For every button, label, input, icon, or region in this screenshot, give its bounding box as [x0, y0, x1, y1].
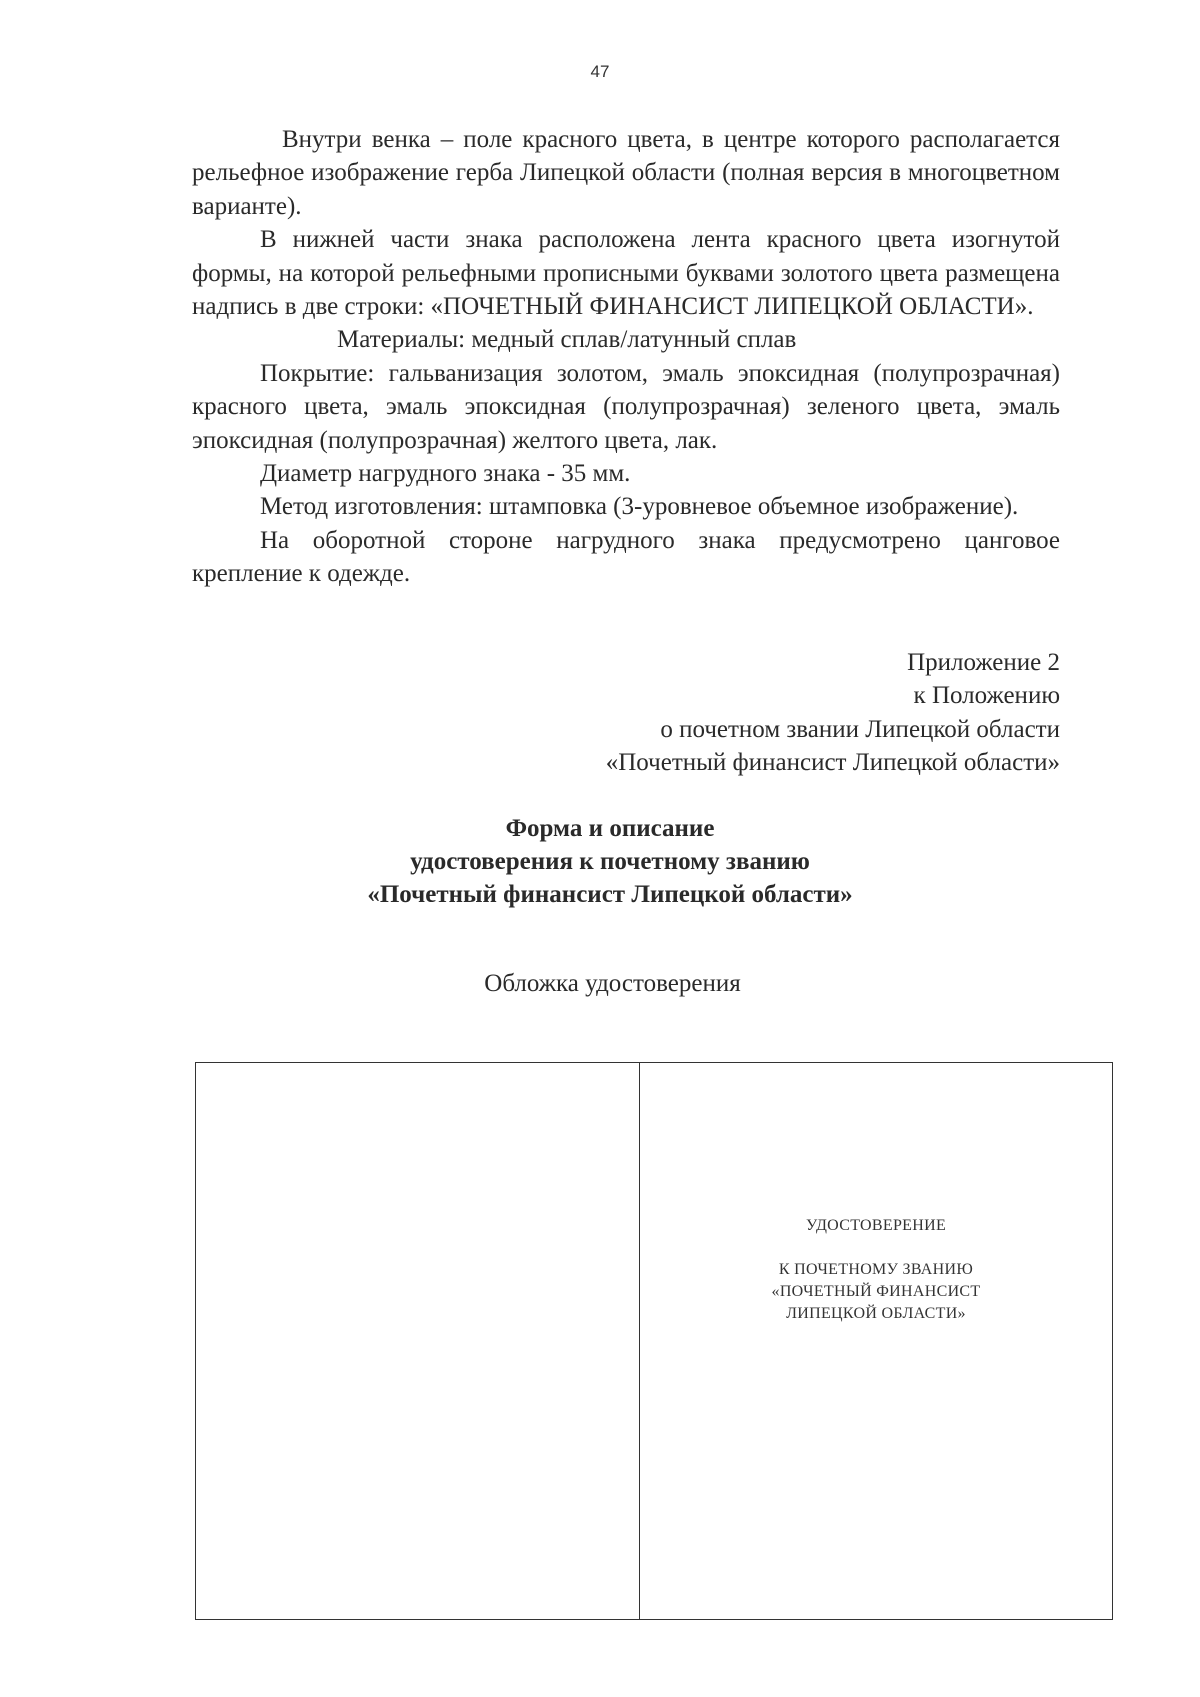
cover-left-panel [196, 1063, 640, 1619]
form-title-line-1: Форма и описание [505, 815, 715, 842]
certificate-cover [195, 1062, 1113, 1620]
appendix-line-4: «Почетный финансист Липецкой области» [605, 749, 1060, 777]
cover-text [640, 1215, 1112, 1325]
appendix-reference [460, 646, 1060, 780]
paragraph-ribbon: В нижней части знака расположена лента красного цвета изогнутой формы, на которой рельефными прописными буквами золотого цвета размещена надпись в две строки: «ПОЧЕТНЫЙ ФИНАНСИСТ ЛИПЕЦКОЙ ОБЛАСТИ». [192, 226, 1060, 321]
paragraph-diameter: Диаметр нагрудного знака - 35 мм. [260, 460, 631, 488]
paragraph-fastening: На оборотной стороне нагрудного знака предусмотрено цанговое крепление к одежде. [192, 526, 1060, 588]
paragraph-wreath-field: Внутри венка – поле красного цвета, в центре которого располагается рельефное изображение герба Липецкой области (полная версия в многоцветном варианте). [192, 126, 1060, 220]
cover-line-1: К ПОЧЕТНОМУ ЗВАНИЮ [778, 1261, 974, 1278]
paragraph-method: Метод изготовления: штамповка (3-уровневое объемное изображение). [260, 493, 1019, 521]
cover-line-2: «ПОЧЕТНЫЙ ФИНАНСИСТ [771, 1283, 981, 1300]
form-title-line-3: «Почетный финансист Липецкой области» [367, 881, 853, 908]
appendix-line-2: к Положению [913, 682, 1060, 710]
cover-line-3: ЛИПЕЦКОЙ ОБЛАСТИ» [786, 1305, 966, 1322]
cover-right-panel [640, 1063, 1112, 1619]
form-title-line-2: удостоверения к почетному званию [410, 848, 810, 875]
paragraph-materials: Материалы: медный сплав/латунный сплав [337, 326, 797, 354]
cover-heading: УДОСТОВЕРЕНИЕ [805, 1217, 947, 1234]
form-title [0, 812, 1200, 911]
paragraph-coating: Покрытие: гальванизация золотом, эмаль эпоксидная (полупрозрачная) красного цвета, эмаль эпоксидная (полупрозрачная) зеленого цвета, эмаль эпоксидная (полупрозрачная) желтого цвета, лак. [192, 359, 1060, 454]
cover-caption: Обложка удостоверения [484, 970, 741, 997]
page-number: 47 [590, 62, 610, 81]
body-text [192, 123, 1060, 591]
appendix-line-3: о почетном звании Липецкой области [660, 715, 1060, 743]
appendix-line-1: Приложение 2 [907, 649, 1060, 676]
